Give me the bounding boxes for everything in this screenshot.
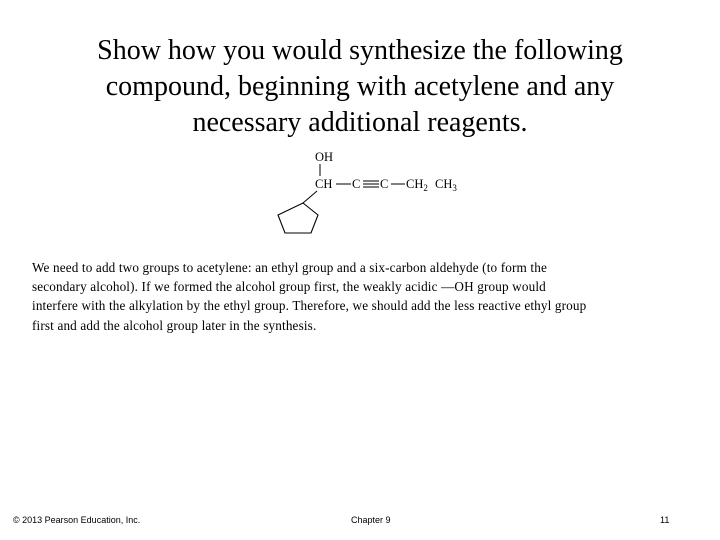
explanation-line: first and add the alcohol group later in the synthesis.: [32, 317, 317, 333]
title-line: Show how you would synthesize the following: [97, 35, 623, 66]
chemical-structure: [250, 146, 470, 242]
hydroxyl-label: OH: [315, 150, 334, 164]
slide-title: [40, 33, 680, 141]
cyclopentane-ring: [278, 203, 318, 233]
chapter-footer: Chapter 9: [351, 515, 391, 525]
copyright-footer: © 2013 Pearson Education, Inc.: [13, 515, 141, 525]
ch3-label: $CH_3$: [435, 177, 457, 193]
title-line: necessary additional reagents.: [192, 107, 528, 138]
explanation-line: secondary alcohol). If we formed the alcohol group first, the weakly acidic —OH group would: [32, 279, 546, 295]
ch2-label: $CH_2$: [406, 177, 428, 193]
explanation-text: [32, 258, 692, 335]
explanation-line: We need to add two groups to acetylene: an ethyl group and a six-carbon aldehyde (to form the: [32, 260, 547, 275]
alkyne-carbon-1: C: [352, 177, 361, 191]
ring-bond: [303, 191, 317, 203]
page-number: 11: [660, 515, 670, 525]
title-line: compound, beginning with acetylene and any: [105, 71, 615, 102]
triple-bond: [363, 181, 379, 187]
alkyne-carbon-2: C: [380, 177, 389, 191]
explanation-line: interfere with the alkylation by the ethyl group. Therefore, we should add the less reactive ethyl group: [32, 298, 587, 314]
ch-label: CH: [315, 177, 333, 191]
